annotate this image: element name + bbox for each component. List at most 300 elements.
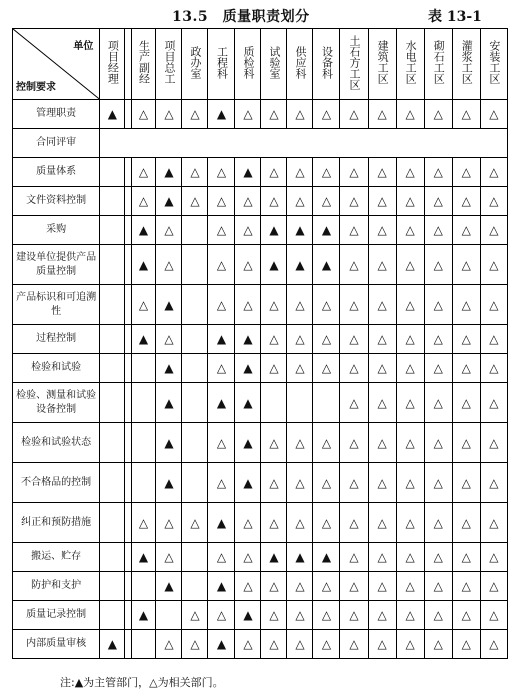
- empty-cell: [313, 383, 340, 423]
- related-dept-mark: △: [368, 601, 396, 630]
- related-dept-mark: △: [480, 285, 507, 325]
- related-dept-mark: △: [396, 158, 424, 187]
- empty-cell: [182, 572, 208, 601]
- related-dept-mark: △: [424, 285, 452, 325]
- related-dept-mark: △: [182, 630, 208, 659]
- related-dept-mark: △: [396, 423, 424, 463]
- related-dept-mark: △: [182, 100, 208, 129]
- related-dept-mark: △: [313, 100, 340, 129]
- related-dept-mark: △: [396, 383, 424, 423]
- related-dept-mark: △: [287, 630, 313, 659]
- row-label: 纠正和预防措施: [13, 503, 100, 543]
- related-dept-mark: △: [235, 503, 261, 543]
- empty-cell: [182, 354, 208, 383]
- table-row: [13, 158, 508, 187]
- table-row: [13, 245, 508, 285]
- related-dept-mark: △: [340, 245, 368, 285]
- related-dept-mark: △: [340, 383, 368, 423]
- column-header: [261, 29, 287, 100]
- primary-dept-mark: ▲: [208, 100, 235, 129]
- related-dept-mark: △: [452, 503, 480, 543]
- related-dept-mark: △: [261, 572, 287, 601]
- related-dept-mark: △: [261, 354, 287, 383]
- related-dept-mark: △: [156, 503, 182, 543]
- empty-cell: [131, 463, 156, 503]
- empty-cell: [131, 383, 156, 423]
- primary-dept-mark: ▲: [208, 325, 235, 354]
- row-label: 合同评审: [13, 129, 100, 158]
- table-body: [13, 100, 508, 659]
- table-row: [13, 216, 508, 245]
- related-dept-mark: △: [287, 285, 313, 325]
- related-dept-mark: △: [156, 543, 182, 572]
- related-dept-mark: △: [452, 325, 480, 354]
- related-dept-mark: △: [424, 187, 452, 216]
- primary-dept-mark: ▲: [100, 630, 125, 659]
- related-dept-mark: △: [261, 601, 287, 630]
- empty-cell: [131, 423, 156, 463]
- column-header-label: 质检科: [241, 45, 255, 79]
- related-dept-mark: △: [340, 463, 368, 503]
- related-dept-mark: △: [235, 285, 261, 325]
- related-dept-mark: △: [368, 503, 396, 543]
- related-dept-mark: △: [368, 423, 396, 463]
- related-dept-mark: △: [208, 543, 235, 572]
- row-label: 建设单位提供产品质量控制: [13, 245, 100, 285]
- column-header: [452, 29, 480, 100]
- related-dept-mark: △: [313, 601, 340, 630]
- primary-dept-mark: ▲: [313, 216, 340, 245]
- table-row: [13, 129, 508, 158]
- related-dept-mark: △: [452, 383, 480, 423]
- column-header-label: 水电工区: [404, 40, 418, 84]
- empty-cell: [100, 572, 125, 601]
- related-dept-mark: △: [452, 572, 480, 601]
- related-dept-mark: △: [452, 630, 480, 659]
- related-dept-mark: △: [340, 601, 368, 630]
- empty-cell: [100, 325, 125, 354]
- primary-dept-mark: ▲: [235, 423, 261, 463]
- related-dept-mark: △: [396, 285, 424, 325]
- related-dept-mark: △: [424, 100, 452, 129]
- empty-cell: [182, 216, 208, 245]
- row-label: 过程控制: [13, 325, 100, 354]
- related-dept-mark: △: [287, 423, 313, 463]
- primary-dept-mark: ▲: [208, 572, 235, 601]
- related-dept-mark: △: [424, 601, 452, 630]
- primary-dept-mark: ▲: [156, 463, 182, 503]
- related-dept-mark: △: [340, 630, 368, 659]
- related-dept-mark: △: [396, 187, 424, 216]
- related-dept-mark: △: [424, 325, 452, 354]
- related-dept-mark: △: [287, 463, 313, 503]
- primary-dept-mark: ▲: [156, 158, 182, 187]
- related-dept-mark: △: [208, 423, 235, 463]
- column-header-label: 工程科: [215, 45, 229, 79]
- related-dept-mark: △: [287, 100, 313, 129]
- row-label: 内部质量审核: [13, 630, 100, 659]
- related-dept-mark: △: [182, 158, 208, 187]
- related-dept-mark: △: [452, 285, 480, 325]
- column-header: [287, 29, 313, 100]
- related-dept-mark: △: [452, 543, 480, 572]
- related-dept-mark: △: [156, 216, 182, 245]
- column-header: [131, 29, 156, 100]
- related-dept-mark: △: [313, 325, 340, 354]
- empty-cell: [182, 325, 208, 354]
- corner-requirement-label: 控制要求: [16, 82, 56, 93]
- column-header: [100, 29, 125, 100]
- primary-dept-mark: ▲: [131, 601, 156, 630]
- related-dept-mark: △: [340, 423, 368, 463]
- primary-dept-mark: ▲: [156, 187, 182, 216]
- row-label: 检验和试验状态: [13, 423, 100, 463]
- table-row: [13, 463, 508, 503]
- related-dept-mark: △: [368, 100, 396, 129]
- related-dept-mark: △: [424, 543, 452, 572]
- related-dept-mark: △: [313, 354, 340, 383]
- related-dept-mark: △: [287, 601, 313, 630]
- primary-dept-mark: ▲: [313, 543, 340, 572]
- related-dept-mark: △: [131, 100, 156, 129]
- primary-dept-mark: ▲: [131, 216, 156, 245]
- primary-dept-mark: ▲: [235, 354, 261, 383]
- related-dept-mark: △: [261, 187, 287, 216]
- related-dept-mark: △: [208, 463, 235, 503]
- primary-dept-mark: ▲: [156, 285, 182, 325]
- related-dept-mark: △: [261, 325, 287, 354]
- column-header-label: 土石方工区: [348, 34, 361, 90]
- related-dept-mark: △: [480, 325, 507, 354]
- primary-dept-mark: ▲: [235, 325, 261, 354]
- corner-header-cell: [13, 29, 100, 100]
- row-label: 质量记录控制: [13, 601, 100, 630]
- related-dept-mark: △: [340, 543, 368, 572]
- column-header-label: 项目总工: [162, 40, 176, 84]
- related-dept-mark: △: [424, 245, 452, 285]
- related-dept-mark: △: [208, 354, 235, 383]
- table-row: [13, 543, 508, 572]
- related-dept-mark: △: [131, 503, 156, 543]
- related-dept-mark: △: [340, 285, 368, 325]
- related-dept-mark: △: [480, 216, 507, 245]
- related-dept-mark: △: [480, 503, 507, 543]
- related-dept-mark: △: [208, 158, 235, 187]
- related-dept-mark: △: [287, 158, 313, 187]
- column-header: [235, 29, 261, 100]
- related-dept-mark: △: [368, 285, 396, 325]
- related-dept-mark: △: [368, 383, 396, 423]
- column-header: [208, 29, 235, 100]
- related-dept-mark: △: [287, 503, 313, 543]
- row-label: 管理职责: [13, 100, 100, 129]
- related-dept-mark: △: [368, 216, 396, 245]
- related-dept-mark: △: [340, 158, 368, 187]
- column-header-label: 政办室: [188, 45, 202, 79]
- related-dept-mark: △: [235, 100, 261, 129]
- related-dept-mark: △: [182, 601, 208, 630]
- primary-dept-mark: ▲: [261, 543, 287, 572]
- related-dept-mark: △: [368, 572, 396, 601]
- primary-dept-mark: ▲: [156, 354, 182, 383]
- related-dept-mark: △: [452, 245, 480, 285]
- related-dept-mark: △: [235, 187, 261, 216]
- related-dept-mark: △: [261, 285, 287, 325]
- empty-cell: [100, 187, 125, 216]
- table-row: [13, 630, 508, 659]
- primary-dept-mark: ▲: [287, 216, 313, 245]
- related-dept-mark: △: [396, 325, 424, 354]
- primary-dept-mark: ▲: [235, 463, 261, 503]
- related-dept-mark: △: [396, 100, 424, 129]
- table-note: 注:▲为主管部门，△为相关部门。: [60, 676, 224, 689]
- primary-dept-mark: ▲: [235, 601, 261, 630]
- empty-cell: [100, 383, 125, 423]
- empty-cell: [182, 463, 208, 503]
- primary-dept-mark: ▲: [235, 383, 261, 423]
- related-dept-mark: △: [156, 325, 182, 354]
- primary-dept-mark: ▲: [208, 383, 235, 423]
- related-dept-mark: △: [424, 423, 452, 463]
- empty-cell: [182, 423, 208, 463]
- primary-dept-mark: ▲: [261, 245, 287, 285]
- empty-cell: [100, 601, 125, 630]
- table-row: [13, 285, 508, 325]
- table-row: [13, 187, 508, 216]
- table-row: [13, 325, 508, 354]
- column-header-label: 设备科: [320, 45, 334, 79]
- related-dept-mark: △: [287, 187, 313, 216]
- related-dept-mark: △: [340, 572, 368, 601]
- related-dept-mark: △: [480, 463, 507, 503]
- primary-dept-mark: ▲: [208, 630, 235, 659]
- primary-dept-mark: ▲: [235, 158, 261, 187]
- related-dept-mark: △: [340, 216, 368, 245]
- related-dept-mark: △: [424, 383, 452, 423]
- column-header: [480, 29, 507, 100]
- primary-dept-mark: ▲: [156, 423, 182, 463]
- responsibility-table: [12, 28, 508, 659]
- related-dept-mark: △: [368, 158, 396, 187]
- column-header: [424, 29, 452, 100]
- column-header-label: 生产副经: [137, 40, 151, 84]
- table-row: [13, 100, 508, 129]
- column-header-label: 项目经理: [106, 40, 120, 84]
- column-header: [396, 29, 424, 100]
- column-header: [340, 29, 368, 100]
- primary-dept-mark: ▲: [287, 543, 313, 572]
- related-dept-mark: △: [368, 325, 396, 354]
- related-dept-mark: △: [182, 187, 208, 216]
- primary-dept-mark: ▲: [208, 503, 235, 543]
- empty-cell: [100, 158, 125, 187]
- row-label: 产品标识和可追溯性: [13, 285, 100, 325]
- related-dept-mark: △: [452, 187, 480, 216]
- related-dept-mark: △: [452, 423, 480, 463]
- related-dept-mark: △: [396, 463, 424, 503]
- table-row: [13, 503, 508, 543]
- related-dept-mark: △: [261, 503, 287, 543]
- primary-dept-mark: ▲: [287, 245, 313, 285]
- row-label: 采购: [13, 216, 100, 245]
- related-dept-mark: △: [396, 543, 424, 572]
- related-dept-mark: △: [208, 245, 235, 285]
- related-dept-mark: △: [340, 187, 368, 216]
- related-dept-mark: △: [287, 572, 313, 601]
- empty-cell: [156, 601, 182, 630]
- corner-unit-label: 单位: [73, 41, 94, 52]
- related-dept-mark: △: [287, 325, 313, 354]
- related-dept-mark: △: [368, 630, 396, 659]
- empty-cell: [100, 216, 125, 245]
- related-dept-mark: △: [480, 630, 507, 659]
- related-dept-mark: △: [480, 423, 507, 463]
- related-dept-mark: △: [340, 100, 368, 129]
- related-dept-mark: △: [480, 158, 507, 187]
- primary-dept-mark: ▲: [313, 245, 340, 285]
- related-dept-mark: △: [261, 423, 287, 463]
- table-row: [13, 423, 508, 463]
- empty-cell: [182, 543, 208, 572]
- row-label: 防护和支护: [13, 572, 100, 601]
- related-dept-mark: △: [480, 354, 507, 383]
- column-header: [182, 29, 208, 100]
- related-dept-mark: △: [480, 543, 507, 572]
- related-dept-mark: △: [368, 463, 396, 503]
- related-dept-mark: △: [313, 158, 340, 187]
- row-label: 搬运、贮存: [13, 543, 100, 572]
- related-dept-mark: △: [480, 572, 507, 601]
- table-caption: [0, 6, 517, 28]
- empty-cell: [261, 383, 287, 423]
- related-dept-mark: △: [452, 463, 480, 503]
- related-dept-mark: △: [452, 100, 480, 129]
- related-dept-mark: △: [340, 503, 368, 543]
- column-header-label: 供应科: [293, 45, 307, 79]
- empty-cell: [100, 463, 125, 503]
- column-header: [368, 29, 396, 100]
- empty-cell: [131, 572, 156, 601]
- related-dept-mark: △: [480, 245, 507, 285]
- row-label: 检验、测量和试验设备控制: [13, 383, 100, 423]
- related-dept-mark: △: [424, 503, 452, 543]
- related-dept-mark: △: [235, 543, 261, 572]
- related-dept-mark: △: [235, 572, 261, 601]
- table-row: [13, 383, 508, 423]
- related-dept-mark: △: [313, 503, 340, 543]
- empty-cell: [100, 543, 125, 572]
- related-dept-mark: △: [368, 245, 396, 285]
- related-dept-mark: △: [313, 423, 340, 463]
- table-number: 表 13-1: [428, 9, 482, 25]
- related-dept-mark: △: [396, 630, 424, 659]
- related-dept-mark: △: [368, 187, 396, 216]
- related-dept-mark: △: [313, 463, 340, 503]
- related-dept-mark: △: [452, 354, 480, 383]
- related-dept-mark: △: [208, 216, 235, 245]
- related-dept-mark: △: [480, 187, 507, 216]
- related-dept-mark: △: [313, 187, 340, 216]
- related-dept-mark: △: [424, 630, 452, 659]
- related-dept-mark: △: [182, 503, 208, 543]
- related-dept-mark: △: [131, 187, 156, 216]
- merged-empty-cell: [100, 129, 508, 158]
- related-dept-mark: △: [424, 572, 452, 601]
- related-dept-mark: △: [235, 245, 261, 285]
- primary-dept-mark: ▲: [100, 100, 125, 129]
- empty-cell: [100, 285, 125, 325]
- related-dept-mark: △: [480, 100, 507, 129]
- primary-dept-mark: ▲: [131, 245, 156, 285]
- related-dept-mark: △: [313, 630, 340, 659]
- row-label: 检验和试验: [13, 354, 100, 383]
- related-dept-mark: △: [235, 630, 261, 659]
- related-dept-mark: △: [424, 354, 452, 383]
- related-dept-mark: △: [208, 285, 235, 325]
- related-dept-mark: △: [208, 601, 235, 630]
- empty-cell: [100, 354, 125, 383]
- related-dept-mark: △: [424, 463, 452, 503]
- related-dept-mark: △: [480, 601, 507, 630]
- row-label: 文件资料控制: [13, 187, 100, 216]
- column-header: [156, 29, 182, 100]
- related-dept-mark: △: [313, 572, 340, 601]
- related-dept-mark: △: [396, 216, 424, 245]
- related-dept-mark: △: [424, 158, 452, 187]
- column-header-label: 安装工区: [487, 40, 501, 84]
- related-dept-mark: △: [424, 216, 452, 245]
- empty-cell: [131, 630, 156, 659]
- related-dept-mark: △: [156, 100, 182, 129]
- related-dept-mark: △: [452, 216, 480, 245]
- related-dept-mark: △: [396, 354, 424, 383]
- related-dept-mark: △: [131, 158, 156, 187]
- primary-dept-mark: ▲: [156, 383, 182, 423]
- related-dept-mark: △: [313, 285, 340, 325]
- related-dept-mark: △: [261, 100, 287, 129]
- related-dept-mark: △: [235, 216, 261, 245]
- table-title: 13.5 质量职责划分: [172, 9, 310, 25]
- header-row: [13, 29, 508, 100]
- related-dept-mark: △: [340, 354, 368, 383]
- related-dept-mark: △: [261, 158, 287, 187]
- related-dept-mark: △: [396, 245, 424, 285]
- related-dept-mark: △: [368, 543, 396, 572]
- related-dept-mark: △: [208, 187, 235, 216]
- column-header-label: 试验室: [267, 45, 281, 79]
- related-dept-mark: △: [156, 245, 182, 285]
- related-dept-mark: △: [452, 158, 480, 187]
- empty-cell: [100, 245, 125, 285]
- related-dept-mark: △: [261, 463, 287, 503]
- primary-dept-mark: ▲: [131, 543, 156, 572]
- column-header-label: 建筑工区: [376, 40, 390, 84]
- empty-cell: [287, 383, 313, 423]
- related-dept-mark: △: [156, 630, 182, 659]
- table-row: [13, 354, 508, 383]
- related-dept-mark: △: [396, 503, 424, 543]
- column-header-label: 灌浆工区: [460, 40, 474, 84]
- primary-dept-mark: ▲: [131, 325, 156, 354]
- empty-cell: [100, 423, 125, 463]
- table-row: [13, 572, 508, 601]
- related-dept-mark: △: [480, 383, 507, 423]
- column-header-label: 砌石工区: [432, 40, 446, 84]
- row-label: 质量体系: [13, 158, 100, 187]
- related-dept-mark: △: [287, 354, 313, 383]
- related-dept-mark: △: [452, 601, 480, 630]
- related-dept-mark: △: [368, 354, 396, 383]
